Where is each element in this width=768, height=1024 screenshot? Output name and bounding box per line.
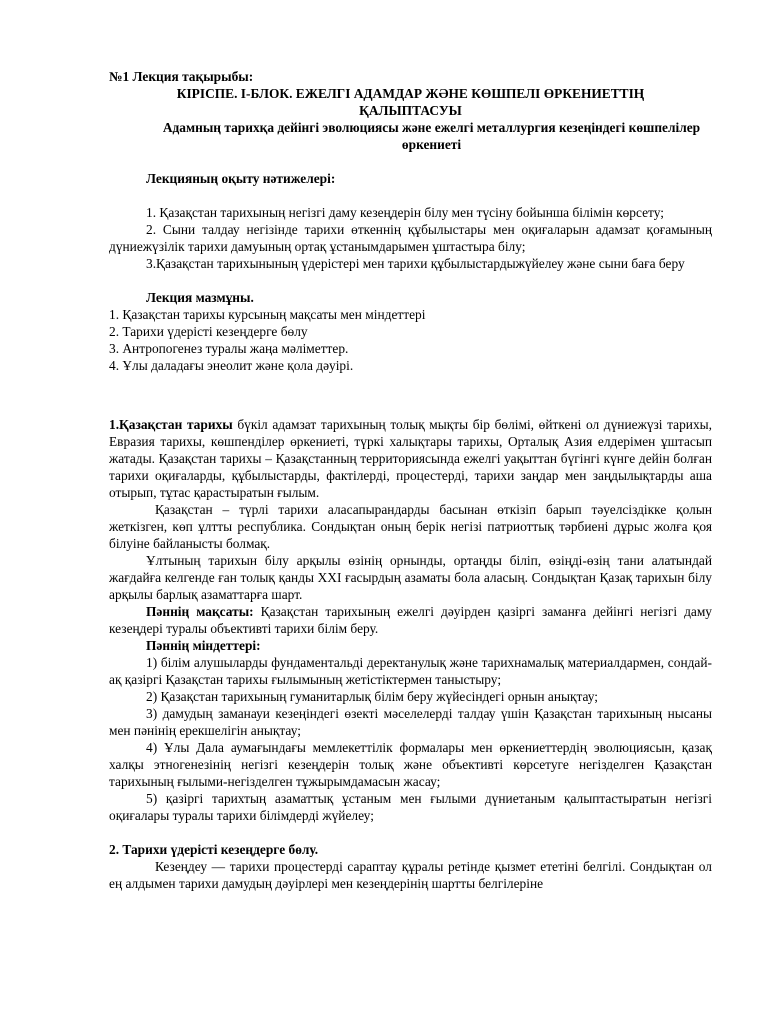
- course-goal-label: Пәннің мақсаты:: [146, 604, 254, 619]
- course-task-item: 3) дамудың заманауи кезеңіндегі өзекті мәселелерді талдау үшін Қазақстан тарихының нысаны мен пәнінің ерекшелігін анықтау;: [109, 706, 712, 738]
- spacer: [109, 374, 712, 399]
- section1-paragraph: Ұлтының тарихын білу арқылы өзінің орнынды, ортаңды біліп, өзіңді-өзің тани алатындай жағдайға келгенде ған толық қанды XXI ғасырдың азаматы бола аласың. Сондықтан Қазақ тарихын білу арқылы барлық азаматтарға шарт.: [109, 553, 712, 602]
- section2-paragraph: Кезеңдеу — тарихи процестерді сараптау құралы ретінде қызмет ететіні белгілі. Сондықтан ол ең алдымен тарихи дамудың дәуірлері мен кезеңдерінің шартты белгілеріне: [109, 859, 712, 891]
- content-item: 3. Антропогенез туралы жаңа мәліметтер.: [109, 341, 349, 356]
- lecture-number: №1 Лекция тақырыбы:: [109, 69, 254, 84]
- course-task-item: 4) Ұлы Дала аумағындағы мемлекеттілік формалары мен өркениеттердің эволюциясын, қазақ халқы этногенезінің негізгі кезеңдерін толық және объективті көрсетуге негізделген Қазақстан тарихының ғылыми-негізделген тұжырымдамасын жасау;: [109, 740, 712, 789]
- section1-lead-text: бүкіл адамзат тарихының толық мықты бір бөлімі, өйткені ол дүниежүзі тарихы, Евразия тарихы, көшпенділер өркениеті, түркі халықтары тарихы, Орталық Азия елдерімен ұштасып жатады. Қазақстан тарихы – Қазақстанның территориясында ежелгі уақыттан бүгінгі күнге дейін болған тарихи оқиғаларды, құбылыстарды, фактілерді, процестерді, тарихи заңдар мен заңдылықтарды аша отырып, тұтас қарастыратын ғылым.: [109, 417, 712, 500]
- outcomes-heading: Лекцияның оқыту нәтижелері:: [146, 171, 336, 186]
- section1-lead-bold: 1.Қазақстан тарихы: [109, 417, 233, 432]
- spacer: [109, 824, 712, 841]
- outcome-item: 3.Қазақстан тарихынының үдерістері мен тарихи құбылыстардыжүйелеу және сыни баға беру: [146, 256, 685, 271]
- course-tasks-heading: Пәннің міндеттері:: [146, 638, 261, 653]
- section1-intro: [109, 416, 712, 501]
- spacer: [109, 153, 712, 170]
- page-subtitle: Адамның тарихқа дейінгі эволюциясы және ежелгі металлургия кезеңіндегі көшпелілер өркениеті: [162, 120, 701, 152]
- spacer: [109, 187, 712, 204]
- outcome-item: 1. Қазақстан тарихының негізгі даму кезеңдерін білу мен түсіну бойынша білімін көрсету;: [146, 205, 664, 220]
- content-item: 2. Тарихи үдерісті кезеңдерге бөлу: [109, 324, 308, 339]
- course-task-item: 2) Қазақстан тарихының гуманитарлық білім беру жүйесіндегі орнын анықтау;: [146, 689, 599, 704]
- outcome-item: 2. Сыни талдау негізінде тарихи өткеннің құбылыстары мен оқиғаларын адамзат қоғамының дүниежүзілік тарихи дамуының ортақ ұстанымдарымен ұштастыра білу;: [109, 222, 712, 254]
- section1-paragraph: Қазақстан – түрлі тарихи аласапырандарды басынан өткізіп барып тәуелсіздікке қолын жеткізген, көп ұлтты республика. Сондықтан оның берік негізі патриоттық тәрбиені дұрыс жолға қоя білуіне байланысты болмақ.: [109, 502, 712, 551]
- document-page: [109, 68, 712, 892]
- spacer: [109, 272, 712, 289]
- content-item: 1. Қазақстан тарихы курсының мақсаты мен міндеттері: [109, 307, 426, 322]
- course-goal-text: Қазақстан тарихының ежелгі дәуірден қазіргі заманға дейінгі негізгі даму кезеңдері туралы объективті тарихи білім беру.: [109, 604, 712, 636]
- course-task-item: 1) білім алушыларды фундаментальді деректанулық және тарихнамалық материалдармен, сондай-ақ қазіргі Қазақстан тарихы ғылымының жетістіктермен таныстыру;: [109, 655, 712, 687]
- course-task-item: 5) қазіргі тарихтың азаматтық ұстаным мен ғылыми дүниетаным қалыптастыратын негізгі оқиғалары туралы тарихи білімдерді жүйелеу;: [109, 791, 712, 823]
- course-goal: [109, 603, 712, 637]
- section2-heading: 2. Тарихи үдерісті кезеңдерге бөлу.: [109, 842, 319, 857]
- page-title-line-2: ҚАЛЫПТАСУЫ: [359, 103, 462, 118]
- content-item: 4. Ұлы даладағы энеолит және қола дәуірі.: [109, 358, 354, 373]
- page-title-line-1: КІРІСПЕ. І-БЛОК. ЕЖЕЛГІ АДАМДАР ЖӘНЕ КӨШПЕЛІ ӨРКЕНИЕТТІҢ: [176, 86, 645, 101]
- content-heading: Лекция мазмұны.: [146, 290, 254, 305]
- spacer: [109, 399, 712, 416]
